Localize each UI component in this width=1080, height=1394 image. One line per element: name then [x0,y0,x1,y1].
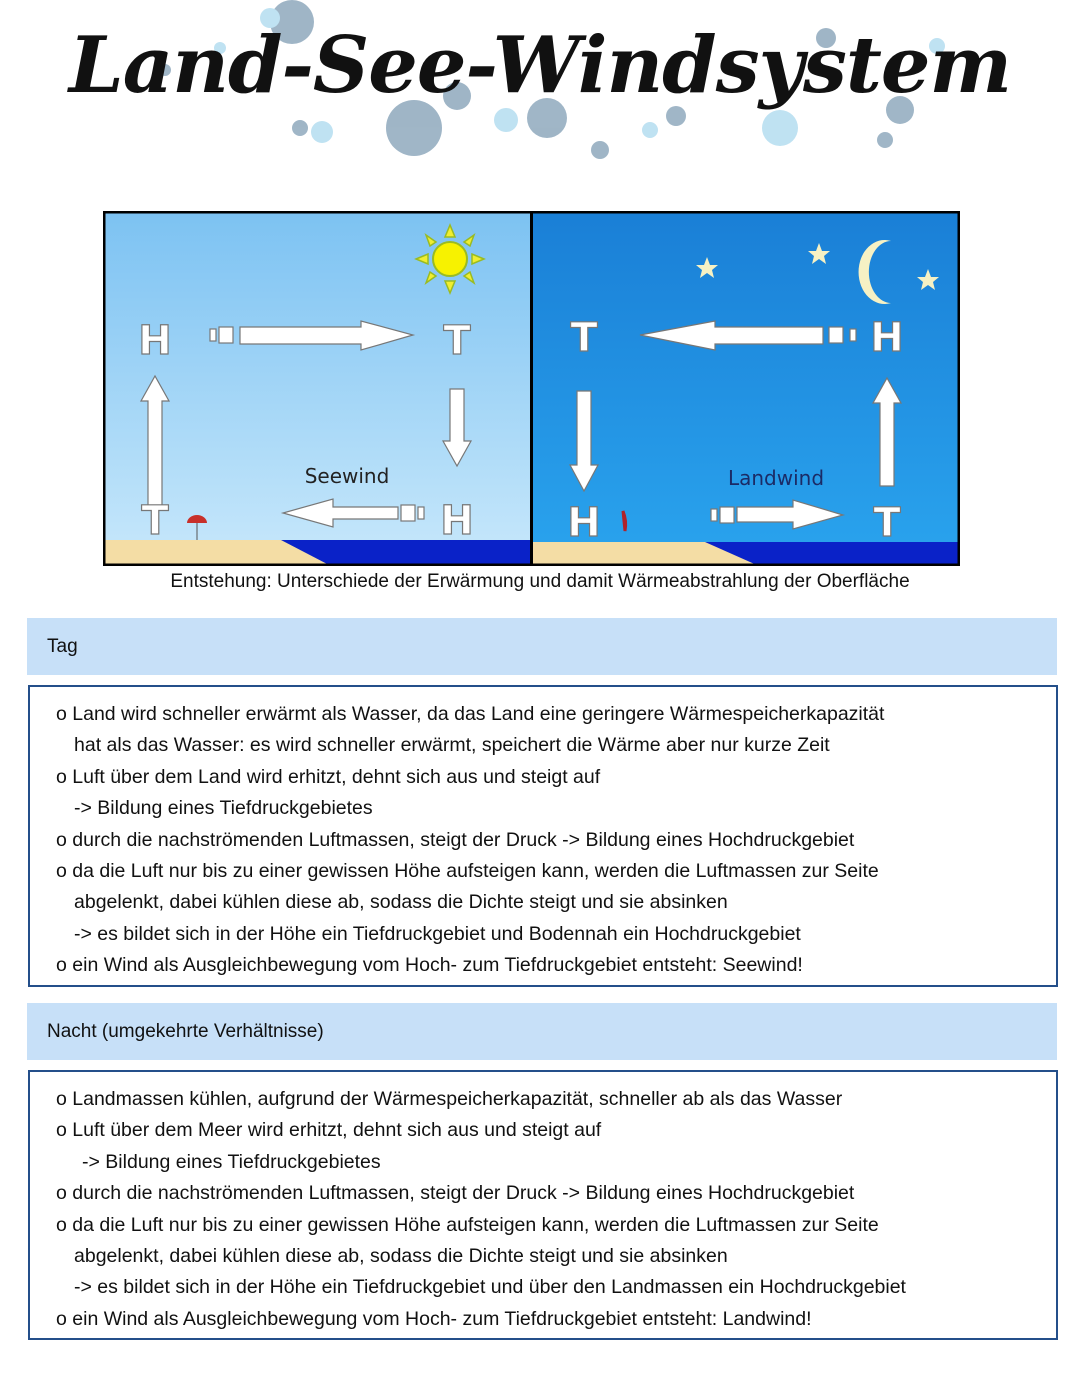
text-line: o da die Luft nur bis zu einer gewissen Höhe aufsteigen kann, werden die Luftmassen zur Seite [56,859,879,882]
text-line: o durch die nachströmenden Luftmassen, steigt der Druck -> Bildung eines Hochdruckgebiet [56,1182,855,1205]
text-line: -> Bildung eines Tiefdruckgebietes [74,797,373,820]
text-line: -> es bildet sich in der Höhe ein Tiefdruckgebiet und über den Landmassen ein Hochdruckgebiet [74,1276,906,1299]
text-line: o ein Wind als Ausgleichbewegung vom Hoch- zum Tiefdruckgebiet entsteht: Landwind! [56,1307,812,1330]
day-pressure-bottom-right: H [440,498,474,544]
text-line: o Luft über dem Land wird erhitzt, dehnt sich aus und steigt auf [56,765,601,788]
day-pressure-top-left: H [138,318,172,364]
sun-icon [416,225,484,293]
day-pressure-top-right: T [443,318,471,364]
landwind-label: Landwind [727,466,825,490]
text-line: o ein Wind als Ausgleichbewegung vom Hoch- zum Tiefdruckgebiet entsteht: Seewind! [56,954,803,977]
diagram-caption: Entstehung: Unterschiede der Erwärmung und damit Wärmeabstrahlung der Oberfläche [170,571,910,592]
text-line: -> Bildung eines Tiefdruckgebietes [82,1150,381,1173]
text-line: o durch die nachströmenden Luftmassen, steigt der Druck -> Bildung eines Hochdruckgebiet [56,828,855,851]
text-line: o Landmassen kühlen, aufgrund der Wärmespeicherkapazität, schneller ab als das Wasser [56,1088,843,1110]
night-pressure-bottom-left: H [567,500,601,546]
text-line: o Luft über dem Meer wird erhitzt, dehnt sich aus und steigt auf [56,1119,602,1142]
text-line: -> es bildet sich in der Höhe ein Tiefdruckgebiet und Bodennah ein Hochdruckgebiet [74,922,801,945]
text-line: hat als das Wasser: es wird schneller erwärmt, speichert die Wärme aber nur kurze Zeit [74,734,830,757]
section-heading-nacht: Nacht (umgekehrte Verhältnisse) [27,1003,1057,1060]
night-pressure-top-left: T [570,315,598,361]
page-title: Land-See-Windsystem [68,20,1012,111]
section-body-tag [28,685,1058,987]
night-pressure-bottom-right: T [873,500,901,546]
land-sea-wind-diagram [103,211,960,566]
text-line: o da die Luft nur bis zu einer gewissen Höhe aufsteigen kann, werden die Luftmassen zur Seite [56,1213,879,1236]
text-line: abgelenkt, dabei kühlen diese ab, sodass die Dichte steigt und sie absinken [74,891,728,914]
section-heading-tag: Tag [27,618,1057,675]
seewind-label: Seewind [304,464,390,488]
day-pressure-bottom-left: T [141,498,169,544]
text-line: abgelenkt, dabei kühlen diese ab, sodass die Dichte steigt und sie absinken [74,1244,728,1267]
night-pressure-top-right: H [870,315,904,361]
section-body-nacht [28,1070,1058,1340]
text-line: o Land wird schneller erwärmt als Wasser, da das Land eine geringere Wärmespeicherkapazität [56,703,885,725]
